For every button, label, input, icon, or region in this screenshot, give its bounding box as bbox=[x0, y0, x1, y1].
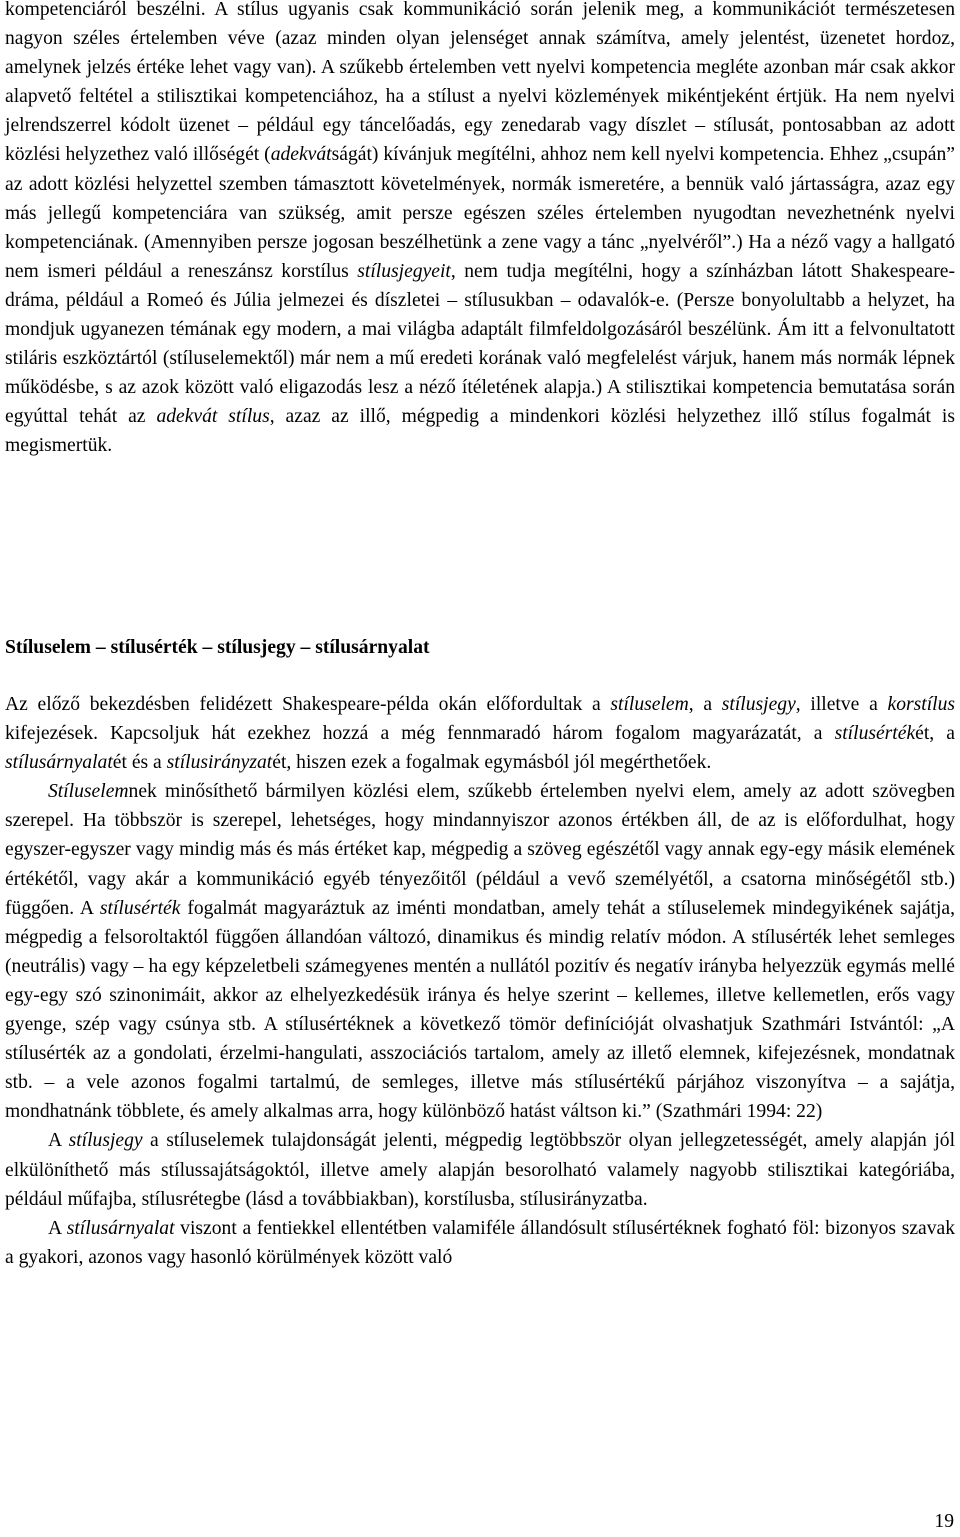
text-run: ét, hiszen ezek a fogalmak egymásból jól megérthetőek. bbox=[272, 752, 712, 774]
text-run: kompetenciáról beszélni. A stílus ugyanis csak kommunikáció során jelenik meg, a kommunikációt természetesen nagyon széles értelemben véve (azaz minden olyan jelenséget annak számítva, amely jelentést, üzenetet hordoz, amelynek jelzés értéke lehet vagy van). A szűkebb értelemben vett nyelvi kompetencia megléte azonban már csak akkor alapvető feltétel a stilisztikai kompetenciához, ha a stílust a nyelvi közlemények mikéntjeként értjük. Ha nem nyelvi jelrendszerrel kódolt üzenet – például egy táncelőadás, egy zenedarab vagy díszlet – stílusát, pontosabban az adott közlési helyzethez való illőségét ( bbox=[5, 0, 955, 166]
text-run: , azaz az illő, mégpedig a mindenkori közlési helyzethez illő stílus fogalmát is megismertük. bbox=[5, 406, 955, 457]
text-run: nek minősíthető bármilyen közlési elem, szűkebb értelemben nyelvi elem, amely az adott szövegben szerepel. Ha többször is szerepel, lehetséges, hogy mindannyiszor azonos értékben áll, de az is előfordulhat, hogy egyszer-egyszer vagy mindig más és más értéket kap, mégpedig a szöveg egészétől vagy annak egy-egy másik elemének értékétől, vagy akár a kommunikáció egyéb tényezőitől (például a vevő személyétől, a csatorna minőségétől stb.) függően. A bbox=[5, 781, 955, 919]
italic-term: adekvát bbox=[270, 144, 332, 166]
text-run: Az előző bekezdésben felidézett Shakespeare-példa okán előfordultak a bbox=[5, 694, 611, 715]
page-number: 19 bbox=[934, 1511, 954, 1532]
italic-term: stílusjegy bbox=[721, 694, 796, 715]
italic-term: Stíluselem bbox=[48, 781, 129, 803]
text-run: ét és a bbox=[112, 752, 167, 774]
text-run: ét, a bbox=[915, 723, 955, 745]
text-run: fogalmát magyaráztuk az iménti mondatban, amely tehát a stíluselemek mindegyikének sajátja, mégpedig a felsoroltaktól függően állandóan változó, dinamikus és mindig relatív módon. A stílusérték lehet semleges (neutrális) vagy – ha egy képzeletbeli számegyenes mentén a nullától pozitív és negatív irányba helyezzük egymás mellé egy-egy szó szinonimáit, akkor az elhelyezkedésük iránya és helye szerint – kellemes, illetve kellemetlen, erős vagy gyenge, szép vagy csúnya stb. A stílusértéknek a következő tömör definícióját olvashatjuk Szathmári Istvántól: „A stílusérték az a gondolati, érzelmi-hangulati, asszociációs tartalom, amely az illető elemnek, kifejezésnek, mondatnak stb. – a vele azonos fogalmi tartalmú, de semleges, illetve más stílusértékű párjához viszonyítva – a sajátja, mondhatnánk többlete, és amely alkalmas arra, hogy különböző hatást váltson ki.” (Szathmári 1994: 22) bbox=[5, 897, 955, 1123]
italic-term: stílusárnyalat bbox=[5, 752, 113, 774]
italic-term: korstílus bbox=[887, 694, 955, 715]
italic-term: stílusirányzat bbox=[166, 752, 273, 774]
text-run: , nem tudja megítélni, hogy a színházban látott Shakespeare-dráma, például a Romeó és Júlia jelmezei és díszletei – stílusukban – odavalók-e. (Persze bonyolultabb a helyzet, ha mondjuk ugyanezen témának egy modern, a mai világba adaptált filmfeldolgozásáról beszélünk. Ám itt a felvonultatott stiláris eszköztártól (stíluselemektől) már nem a mű eredeti korának való megfelelést várjuk, hanem más normák lépnek működésbe, s az azok között való eligazodás lesz a néző ítéletének alapja.) A stilisztikai kompetencia bemutatása során egyúttal tehát az bbox=[5, 260, 955, 428]
italic-term: stílusárnyalat bbox=[66, 1217, 175, 1239]
italic-term: stílusjegy bbox=[68, 1130, 143, 1152]
italic-term: stílusérték bbox=[834, 723, 916, 745]
text-run: A bbox=[48, 1217, 67, 1239]
text-run: A bbox=[48, 1130, 69, 1152]
document-body bbox=[5, 0, 955, 461]
text-run: viszont a fentiekkel ellentétben valamiféle állandósult stílusértéknek fogható föl: bizonyos szavak a gyakori, azonos vagy hasonló körülmények között való bbox=[5, 1217, 956, 1268]
paragraph-style-element bbox=[5, 777, 955, 1126]
italic-term: adekvát stílus bbox=[156, 406, 270, 428]
intro-paragraph bbox=[5, 0, 955, 461]
section-heading: Stíluselem – stílusérték – stílusjegy – stílusárnyalat bbox=[5, 637, 430, 658]
text-run: a stíluselemek tulajdonságát jelenti, mégpedig legtöbbször olyan jellegzetességét, amely alapján jól elkülöníthető más stílussajátságoktól, illetve amely alapján besorolható valamely nagyobb stilisztikai kategóriába, például műfajba, stílusrétegbe (lásd a továbbiakban), korstílusba, stílusirányzatba. bbox=[5, 1130, 956, 1210]
section-body bbox=[5, 690, 955, 1272]
paragraph-style-nuance bbox=[5, 1214, 955, 1272]
text-run: , illetve a bbox=[795, 694, 888, 715]
paragraph-stylistic-terms bbox=[5, 690, 955, 777]
text-run: ságát) kívánjuk megítélni, ahhoz nem kell nyelvi kompetencia. Ehhez „csupán” az adott közlési helyzettel szemben támasztott követelmények, normák ismeretére, a bennük való jártasságra, azaz egy más jellegű kompetenciára van szükség, amit persze egészen széles értelemben nyugodtan nevezhetnénk nyelvi kompetenciának. (Amennyiben persze jogosan beszélhetünk a zene vagy a tánc „nyelvéről”.) Ha a néző vagy a hallgató nem ismeri például a reneszánsz korstílus bbox=[5, 144, 955, 282]
paragraph-style-feature bbox=[5, 1126, 955, 1213]
italic-term: stílusérték bbox=[99, 897, 181, 919]
italic-term: stílusjegyeit bbox=[357, 260, 451, 282]
text-run: , a bbox=[688, 694, 722, 715]
text-run: kifejezések. Kapcsoljuk hát ezekhez hozzá a még fennmaradó három fogalom magyarázatát, a bbox=[5, 723, 835, 745]
italic-term: stíluselem bbox=[610, 694, 689, 715]
